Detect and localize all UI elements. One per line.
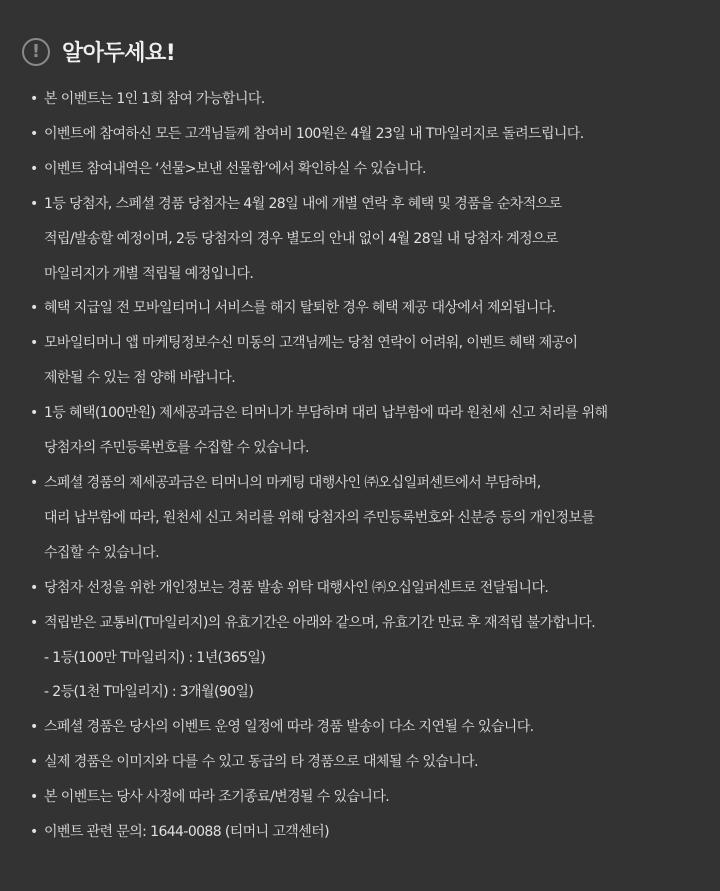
notice-item [30,466,700,571]
notice-line: 실제 경품은 이미지와 다를 수 있고 동급의 타 경품으로 대체될 수 있습니다. [44,754,478,771]
bullet-icon: • [30,474,39,491]
notice-line: 1등 혜택(100만원) 제세공과금은 티머니가 부담하며 대리 납부함에 따라 원천세 신고 처리를 위해 [44,405,608,422]
notice-item [30,780,700,815]
bullet-icon: • [30,125,39,142]
notice-line: 1등 당첨자, 스페셜 경품 당첨자는 4월 28일 내에 개별 연락 후 혜택 및 경품을 순차적으로 [44,195,562,212]
notice-item [30,606,700,711]
notice-item [30,82,700,117]
notice-item [30,396,700,466]
bullet-icon: • [30,579,39,596]
notice-title: 알아두세요! [62,41,176,66]
bullet-icon: • [30,160,39,177]
bullet-icon: • [30,91,39,107]
notice-line: 이벤트에 참여하신 모든 고객님들께 참여비 100원은 4월 23일 내 T마일리지로 돌려드립니다. [44,125,584,142]
bullet-icon: • [30,300,39,317]
notice-item [30,815,700,850]
bullet-icon: • [30,789,39,806]
bullet-icon: • [30,195,39,212]
notice-item [30,187,700,292]
notice-line: 대리 납부함에 따라, 원천세 신고 처리를 위해 당첨자의 주민등록번호와 신분증 등의 개인정보를 [44,509,595,526]
notice-list [30,82,700,850]
notice-line: 이벤트 관련 문의: 1644-0088 (티머니 고객센터) [44,824,329,841]
bullet-icon: • [30,824,39,841]
bullet-icon: • [30,335,39,352]
bullet-icon: • [30,614,39,631]
notice-header [22,36,175,67]
notice-line: 혜택 지급일 전 모바일티머니 서비스를 해지 탈퇴한 경우 혜택 제공 대상에서 제외됩니다. [44,300,556,317]
notice-line: 스페셜 경품은 당사의 이벤트 운영 일정에 따라 경품 발송이 다소 지연될 수 있습니다. [44,719,534,736]
notice-line: 본 이벤트는 1인 1회 참여 가능합니다. [44,91,265,107]
notice-item [30,571,700,606]
notice-line: 제한될 수 있는 점 양해 바랍니다. [44,370,236,387]
notice-line: - 1등(100만 T마일리지) : 1년(365일) [44,649,266,666]
notice-line: 당첨자 선정을 위한 개인정보는 경품 발송 위탁 대행사인 ㈜오십일퍼센트로 전달됩니다. [44,579,549,596]
notice-item [30,710,700,745]
notice-line: 당첨자의 주민등록번호를 수집할 수 있습니다. [44,440,309,457]
notice-line: 적립받은 교통비(T마일리지)의 유효기간은 아래와 같으며, 유효기간 만료 후 재적립 불가합니다. [44,614,596,631]
notice-item [30,745,700,780]
bullet-icon: • [30,405,39,422]
bullet-icon: • [30,754,39,771]
notice-item [30,326,700,396]
notice-line: 마일리지가 개별 적립될 예정입니다. [44,265,254,282]
notice-item [30,291,700,326]
notice-line: 모바일티머니 앱 마케팅정보수신 미동의 고객님께는 당첨 연락이 어려워, 이벤트 혜택 제공이 [44,335,578,352]
bullet-icon: • [30,719,39,736]
notice-item [30,152,700,187]
notice-line: 수집할 수 있습니다. [44,544,159,561]
notice-line: 본 이벤트는 당사 사정에 따라 조기종료/변경될 수 있습니다. [44,789,390,806]
notice-line: 적립/발송할 예정이며, 2등 당첨자의 경우 별도의 안내 없이 4월 28일 내 당첨자 계정으로 [44,230,558,247]
exclamation-circle-icon: ! [22,38,50,66]
notice-line: 스페셜 경품의 제세공과금은 티머니의 마케팅 대행사인 ㈜오십일퍼센트에서 부담하며, [44,474,541,491]
notice-line: 이벤트 참여내역은 ‘선물>보낸 선물함’에서 확인하실 수 있습니다. [44,160,426,177]
notice-item [30,117,700,152]
notice-line: - 2등(1천 T마일리지) : 3개월(90일) [44,684,254,701]
